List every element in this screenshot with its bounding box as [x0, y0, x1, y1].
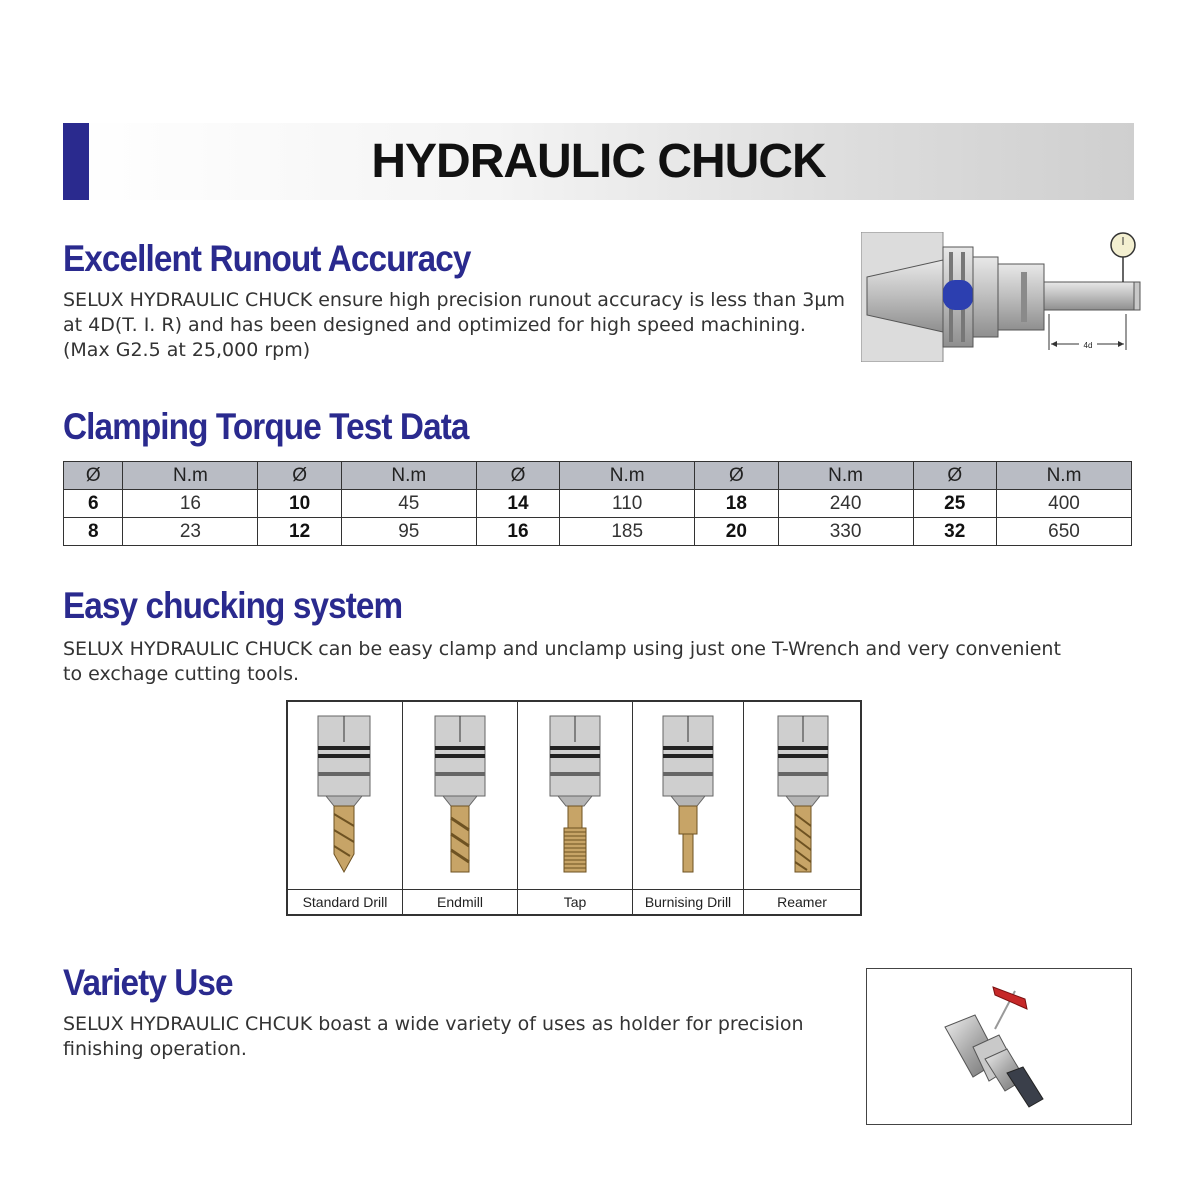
runout-diagram	[861, 232, 1141, 362]
header-torque: N.m	[123, 462, 258, 490]
title-banner	[63, 123, 1134, 200]
cell-torque: 16	[123, 490, 258, 518]
cell-torque: 23	[123, 518, 258, 546]
tool-tap	[518, 702, 633, 914]
cell-diameter: 18	[695, 490, 778, 518]
runout-line-2: at 4D(T. I. R) and has been designed and optimized for high speed machining.	[63, 314, 806, 336]
reamer-icon	[744, 702, 860, 890]
tool-standard-drill	[288, 702, 403, 914]
runout-heading: Excellent Runout Accuracy	[63, 238, 471, 279]
cell-diameter: 14	[476, 490, 559, 518]
page-title: HYDRAULIC CHUCK	[371, 135, 826, 188]
variety-description	[63, 1012, 804, 1062]
runout-line-3: (Max G2.5 at 25,000 rpm)	[63, 339, 311, 361]
tool-label: Standard Drill	[288, 889, 402, 914]
header-diameter: Ø	[913, 462, 996, 490]
tool-label: Endmill	[403, 889, 517, 914]
variety-line-2: finishing operation.	[63, 1038, 247, 1060]
variety-line-1: SELUX HYDRAULIC CHCUK boast a wide variety of uses as holder for precision	[63, 1013, 804, 1035]
tool-label: Tap	[518, 889, 632, 914]
header-torque: N.m	[996, 462, 1131, 490]
variety-heading: Variety Use	[63, 962, 233, 1003]
header-torque: N.m	[341, 462, 476, 490]
table-header-row	[64, 462, 1132, 490]
chucking-line-1: SELUX HYDRAULIC CHUCK can be easy clamp and unclamp using just one T-Wrench and very convenient	[63, 638, 1061, 660]
cell-diameter: 20	[695, 518, 778, 546]
burnishing-drill-icon	[633, 702, 744, 890]
header-diameter: Ø	[258, 462, 341, 490]
chucking-line-2: to exchage cutting tools.	[63, 663, 300, 685]
tool-label: Reamer	[744, 889, 860, 914]
dimension-label: 4d	[1083, 341, 1093, 350]
cell-diameter: 25	[913, 490, 996, 518]
cell-diameter: 8	[64, 518, 123, 546]
cell-torque: 330	[778, 518, 913, 546]
torque-heading: Clamping Torque Test Data	[63, 406, 469, 447]
cell-diameter: 16	[476, 518, 559, 546]
cell-torque: 650	[996, 518, 1131, 546]
table-row	[64, 490, 1132, 518]
cell-torque: 110	[560, 490, 695, 518]
cell-diameter: 10	[258, 490, 341, 518]
cell-diameter: 6	[64, 490, 123, 518]
torque-table	[63, 461, 1132, 546]
endmill-icon	[403, 702, 518, 890]
header-diameter: Ø	[64, 462, 123, 490]
standard-drill-icon	[288, 702, 403, 890]
table-row	[64, 518, 1132, 546]
cell-diameter: 12	[258, 518, 341, 546]
tool-label: Burnising Drill	[633, 889, 743, 914]
header-diameter: Ø	[476, 462, 559, 490]
cell-torque: 185	[560, 518, 695, 546]
cell-torque: 240	[778, 490, 913, 518]
tool-endmill	[403, 702, 518, 914]
header-diameter: Ø	[695, 462, 778, 490]
tap-icon	[518, 702, 633, 890]
chucking-heading: Easy chucking system	[63, 585, 403, 626]
runout-line-1: SELUX HYDRAULIC CHUCK ensure high precision runout accuracy is less than 3µm	[63, 289, 845, 311]
hydraulic-chuck-icon	[867, 969, 1131, 1124]
runout-description	[63, 288, 845, 363]
tool-reamer	[744, 702, 860, 914]
header-torque: N.m	[560, 462, 695, 490]
cell-diameter: 32	[913, 518, 996, 546]
cell-torque: 45	[341, 490, 476, 518]
cell-torque: 95	[341, 518, 476, 546]
cell-torque: 400	[996, 490, 1131, 518]
tool-burnising-drill	[633, 702, 744, 914]
header-torque: N.m	[778, 462, 913, 490]
chuck-photo	[866, 968, 1132, 1125]
chucking-description	[63, 637, 1061, 687]
tool-types-panel	[286, 700, 862, 916]
